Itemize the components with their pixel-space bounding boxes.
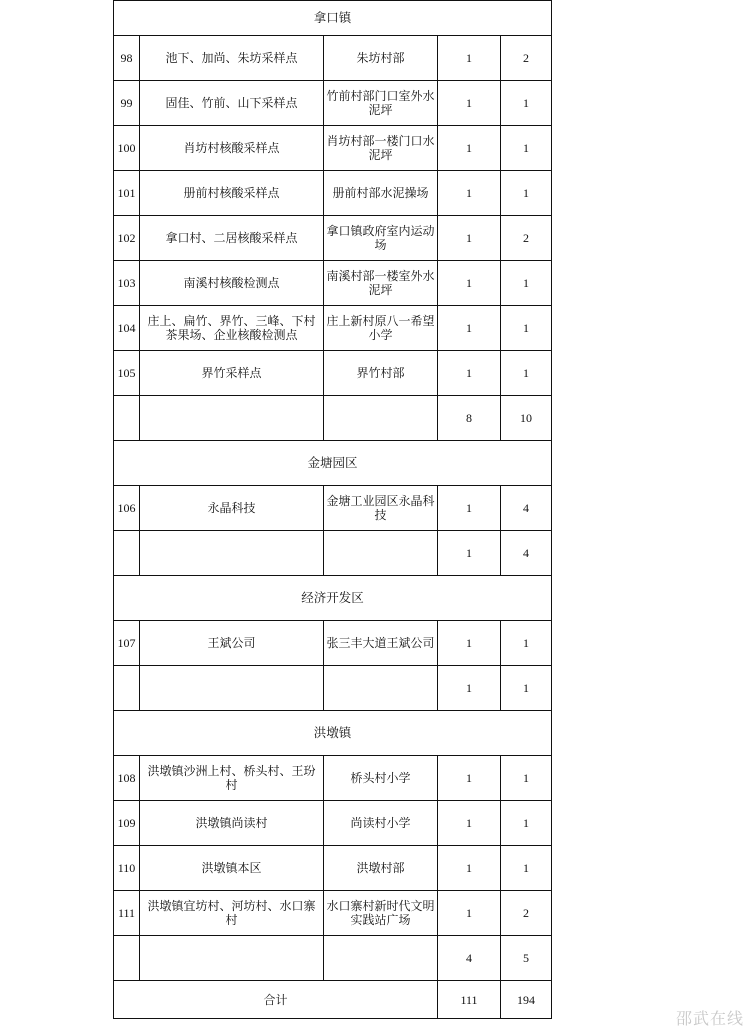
value-1: 1 [438, 216, 501, 261]
value-1: 1 [438, 36, 501, 81]
row-number: 104 [114, 306, 140, 351]
site-name: 洪墩镇本区 [140, 846, 324, 891]
site-name: 册前村核酸采样点 [140, 171, 324, 216]
value-1: 1 [438, 621, 501, 666]
table-row [114, 486, 552, 531]
value-1: 1 [438, 81, 501, 126]
row-number: 107 [114, 621, 140, 666]
value-1: 1 [438, 126, 501, 171]
table-row [114, 891, 552, 936]
subtotal-empty-cell [140, 396, 324, 441]
table-row [114, 801, 552, 846]
value-2: 1 [501, 126, 552, 171]
row-number: 109 [114, 801, 140, 846]
table-row [114, 261, 552, 306]
site-name: 拿口村、二居核酸采样点 [140, 216, 324, 261]
section-title: 金塘园区 [114, 441, 552, 486]
row-number: 102 [114, 216, 140, 261]
table-body [114, 1, 552, 1019]
site-name: 洪墩镇宜坊村、河坊村、水口寨村 [140, 891, 324, 936]
subtotal-empty-cell [140, 531, 324, 576]
site-name: 界竹采样点 [140, 351, 324, 396]
row-number: 99 [114, 81, 140, 126]
value-2: 1 [501, 351, 552, 396]
site-name: 永晶科技 [140, 486, 324, 531]
row-number: 111 [114, 891, 140, 936]
table-row [114, 171, 552, 216]
subtotal-empty-cell [324, 531, 438, 576]
subtotal-value-1: 4 [438, 936, 501, 981]
site-name: 固佳、竹前、山下采样点 [140, 81, 324, 126]
table-row [114, 36, 552, 81]
section-header-row [114, 441, 552, 486]
site-location: 水口寨村新时代文明实践站广场 [324, 891, 438, 936]
subtotal-value-1: 1 [438, 531, 501, 576]
section-header-row [114, 576, 552, 621]
subtotal-empty-cell [324, 666, 438, 711]
value-2: 1 [501, 261, 552, 306]
site-name: 南溪村核酸检测点 [140, 261, 324, 306]
site-name: 洪墩镇尚读村 [140, 801, 324, 846]
subtotal-row [114, 396, 552, 441]
table-row [114, 216, 552, 261]
site-name: 庄上、扁竹、界竹、三峰、下村茶果场、企业核酸检测点 [140, 306, 324, 351]
sampling-sites-table [113, 0, 552, 1019]
subtotal-empty-cell [140, 666, 324, 711]
section-title: 洪墩镇 [114, 711, 552, 756]
total-label: 合计 [114, 981, 438, 1019]
subtotal-value-2: 5 [501, 936, 552, 981]
value-2: 1 [501, 171, 552, 216]
section-header-row [114, 711, 552, 756]
table-row [114, 351, 552, 396]
row-number: 110 [114, 846, 140, 891]
subtotal-value-2: 1 [501, 666, 552, 711]
value-1: 1 [438, 756, 501, 801]
site-location: 尚读村小学 [324, 801, 438, 846]
value-1: 1 [438, 891, 501, 936]
site-location: 张三丰大道王斌公司 [324, 621, 438, 666]
site-location: 桥头村小学 [324, 756, 438, 801]
row-number: 108 [114, 756, 140, 801]
value-2: 2 [501, 216, 552, 261]
value-2: 2 [501, 36, 552, 81]
site-location: 肖坊村部一楼门口水泥坪 [324, 126, 438, 171]
site-location: 拿口镇政府室内运动场 [324, 216, 438, 261]
value-2: 1 [501, 801, 552, 846]
row-number: 105 [114, 351, 140, 396]
section-title: 经济开发区 [114, 576, 552, 621]
row-number: 100 [114, 126, 140, 171]
site-location: 竹前村部门口室外水泥坪 [324, 81, 438, 126]
value-2: 1 [501, 621, 552, 666]
subtotal-empty-cell [140, 936, 324, 981]
value-1: 1 [438, 261, 501, 306]
site-name: 洪墩镇沙洲上村、桥头村、王玢村 [140, 756, 324, 801]
value-2: 1 [501, 81, 552, 126]
site-location: 庄上新村原八一希望小学 [324, 306, 438, 351]
value-1: 1 [438, 801, 501, 846]
total-value-1: 111 [438, 981, 501, 1019]
total-value-2: 194 [501, 981, 552, 1019]
site-location: 洪墩村部 [324, 846, 438, 891]
subtotal-value-2: 4 [501, 531, 552, 576]
table-row [114, 756, 552, 801]
row-number: 98 [114, 36, 140, 81]
row-number: 101 [114, 171, 140, 216]
site-name: 池下、加尚、朱坊采样点 [140, 36, 324, 81]
site-location: 金塘工业园区永晶科技 [324, 486, 438, 531]
subtotal-empty-cell [324, 936, 438, 981]
subtotal-value-2: 10 [501, 396, 552, 441]
table-row [114, 126, 552, 171]
total-row [114, 981, 552, 1019]
subtotal-empty-cell [324, 396, 438, 441]
subtotal-row [114, 531, 552, 576]
value-1: 1 [438, 846, 501, 891]
row-number: 103 [114, 261, 140, 306]
table-row [114, 846, 552, 891]
site-location: 南溪村部一楼室外水泥坪 [324, 261, 438, 306]
watermark: 邵武在线 [675, 1009, 744, 1028]
table-row [114, 621, 552, 666]
value-2: 4 [501, 486, 552, 531]
table-row [114, 81, 552, 126]
table-row [114, 306, 552, 351]
value-2: 1 [501, 846, 552, 891]
site-location: 朱坊村部 [324, 36, 438, 81]
site-location: 册前村部水泥操场 [324, 171, 438, 216]
site-name: 王斌公司 [140, 621, 324, 666]
subtotal-row [114, 936, 552, 981]
subtotal-empty-cell [114, 936, 140, 981]
subtotal-value-1: 8 [438, 396, 501, 441]
subtotal-value-1: 1 [438, 666, 501, 711]
value-2: 2 [501, 891, 552, 936]
subtotal-empty-cell [114, 396, 140, 441]
subtotal-empty-cell [114, 666, 140, 711]
row-number: 106 [114, 486, 140, 531]
value-1: 1 [438, 486, 501, 531]
value-2: 1 [501, 756, 552, 801]
value-2: 1 [501, 306, 552, 351]
site-name: 肖坊村核酸采样点 [140, 126, 324, 171]
value-1: 1 [438, 306, 501, 351]
section-title: 拿口镇 [114, 1, 552, 36]
value-1: 1 [438, 351, 501, 396]
subtotal-empty-cell [114, 531, 140, 576]
value-1: 1 [438, 171, 501, 216]
subtotal-row [114, 666, 552, 711]
section-header-row [114, 1, 552, 36]
site-location: 界竹村部 [324, 351, 438, 396]
